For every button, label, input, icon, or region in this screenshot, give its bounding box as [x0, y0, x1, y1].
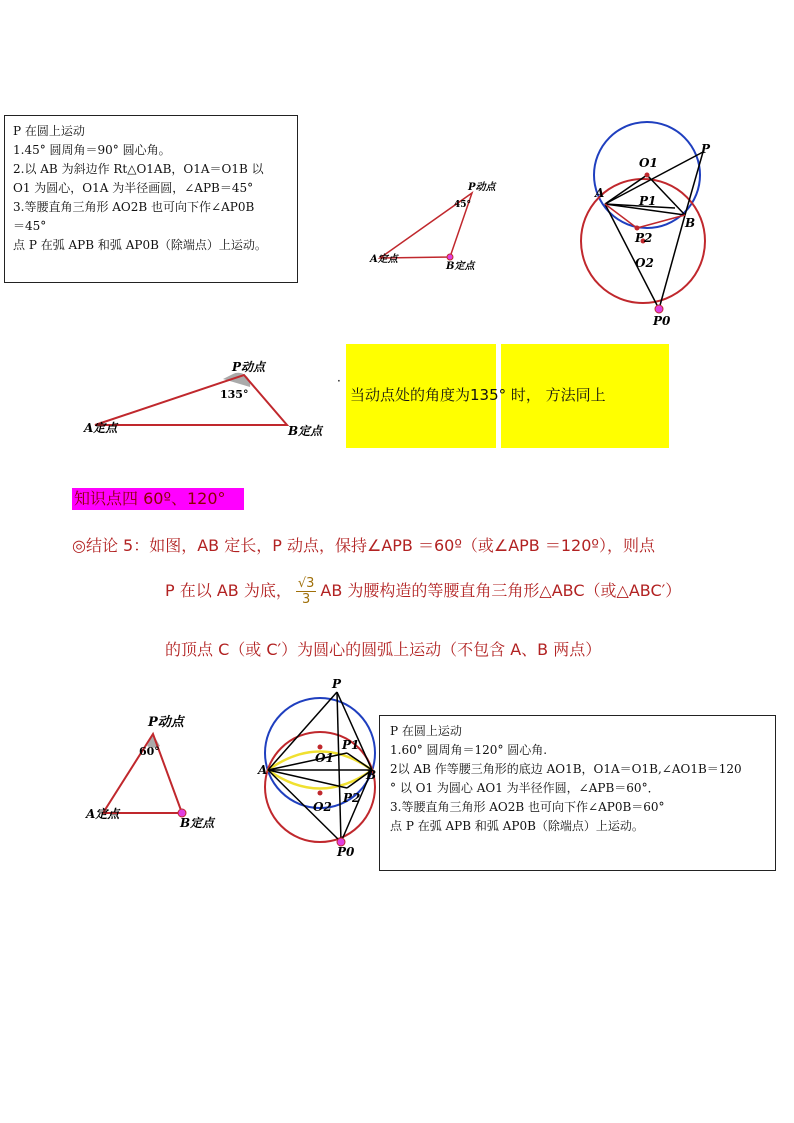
label-a: A [258, 763, 268, 777]
label-angle: 135° [220, 388, 249, 401]
conclusion-line-2-pre: P 在以 AB 为底， [165, 581, 292, 600]
explanation-box-45 [4, 115, 298, 283]
triangle-135-figure [80, 357, 340, 442]
label-a: A定点 [86, 807, 120, 821]
box-line: P 在圆上运动 [390, 724, 462, 738]
label-o2: O2 [313, 800, 332, 814]
conclusion-line-1: ◎结论 5：如图，AB 定长，P 动点，保持∠APB ＝60º（或∠APB ＝120º），则点 [72, 536, 655, 555]
conclusion-line-2 [165, 576, 681, 607]
fraction-denominator: 3 [301, 592, 311, 607]
line-pp0 [337, 692, 341, 842]
sqrt3-over-3-fraction [296, 576, 317, 607]
label-angle: 60° [139, 745, 160, 758]
box-line: 点 P 在弧 APB 和弧 AP0B（除端点）上运动。 [390, 819, 644, 833]
box-line: 1.45° 圆周角＝90° 圆心角。 [13, 143, 171, 157]
label-o2: O2 [635, 256, 654, 270]
label-angle: 45° [454, 200, 472, 210]
label-o1: O1 [315, 751, 334, 765]
label-b: B定点 [180, 816, 215, 830]
label-p: P动点 [468, 182, 496, 193]
label-a: A [595, 186, 605, 200]
box-line: ° 以 O1 为圆心 AO1 为半径作圆，∠APB＝60°． [390, 781, 660, 795]
label-p2: P2 [343, 791, 361, 805]
point-o1 [318, 745, 323, 750]
method-note: 当动点处的角度为135° 时， 方法同上 [350, 386, 606, 404]
point-p0 [655, 305, 663, 313]
label-p1: P1 [342, 738, 360, 752]
point-p2 [635, 226, 640, 231]
conclusion-line-2-post: AB 为腰构造的等腰直角三角形△ABC（或△ABC′） [320, 581, 682, 600]
label-b: B [685, 216, 696, 230]
explanation-box-60 [379, 715, 776, 871]
triangle-45-figure [360, 175, 510, 275]
conclusion-line-3: 的顶点 C（或 C′）为圆心的圆弧上运动（不包含 A、B 两点） [165, 640, 602, 659]
triangle-60-figure [82, 710, 242, 835]
label-a: A定点 [84, 421, 118, 435]
label-o1: O1 [639, 156, 658, 170]
label-b: B定点 [288, 424, 323, 438]
label-p: P [701, 142, 711, 156]
fraction-numerator: √3 [297, 576, 315, 591]
point-b-marker [447, 254, 453, 260]
two-circles-45-figure [565, 115, 725, 335]
box-line: 2以 AB 作等腰三角形的底边 AO1B，O1A＝O1B,∠AO1B＝120 [390, 762, 742, 776]
label-b: B [366, 768, 377, 782]
box-line: 1.60° 圆周角＝120° 圆心角. [390, 743, 548, 757]
label-p0: P0 [337, 845, 355, 859]
point-o1 [645, 173, 650, 178]
box-line: O1 为圆心，O1A 为半径画圆，∠APB＝45° [13, 181, 254, 195]
label-a: A定点 [370, 254, 398, 265]
two-circles-60-figure [255, 675, 385, 860]
label-p: P动点 [232, 360, 266, 374]
label-b: B定点 [446, 261, 475, 272]
box-line: 3.等腰直角三角形 AO2B 也可向下作∠AP0B＝60° [390, 800, 665, 814]
point-o2 [318, 791, 323, 796]
triangle-135 [95, 375, 287, 425]
box-line: 点 P 在弧 APB 和弧 AP0B（除端点）上运动。 [13, 238, 267, 252]
box-line: P 在圆上运动 [13, 124, 85, 138]
box-line: 3.等腰直角三角形 AO2B 也可向下作∠AP0B [13, 200, 255, 214]
label-p: P动点 [148, 715, 184, 730]
label-p: P [332, 677, 342, 691]
line-ap2 [268, 770, 347, 788]
dot-mark: · [337, 374, 341, 388]
label-p0: P0 [653, 314, 671, 328]
label-p1: P1 [639, 194, 657, 208]
box-line: ＝45° [13, 219, 47, 233]
label-p2: P2 [635, 231, 653, 245]
knowledge-point-heading: 知识点四 60º、120° [72, 488, 244, 510]
box-line: 2.以 AB 为斜边作 Rt△O1AB，O1A＝O1B 以 [13, 162, 264, 176]
